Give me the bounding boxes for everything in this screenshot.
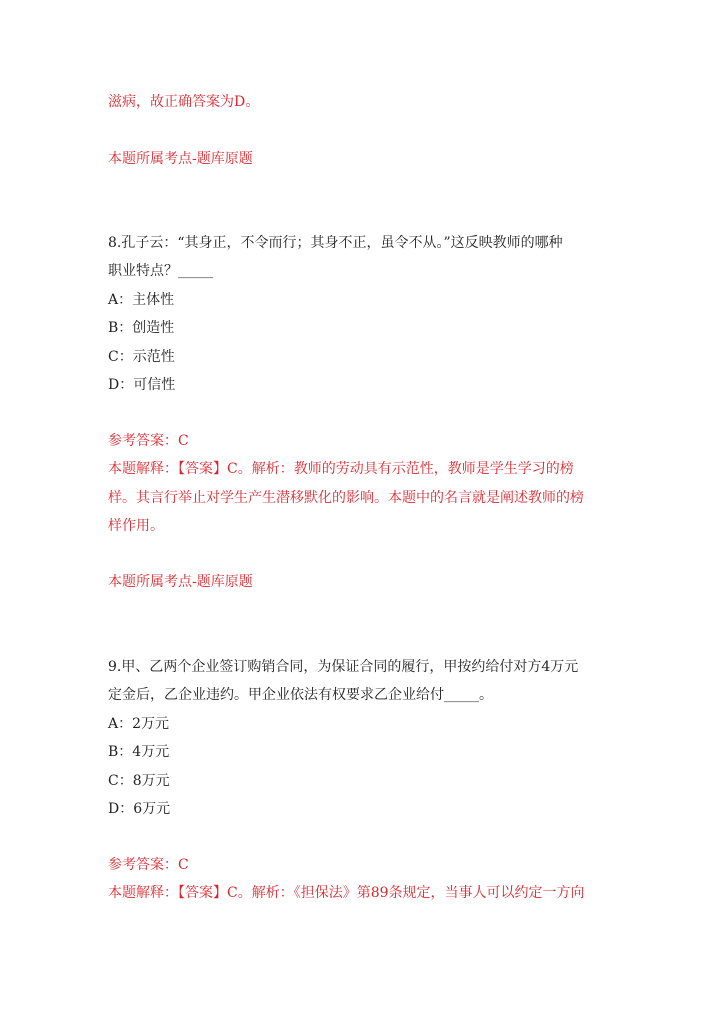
q8-answer: 参考答案：C (108, 433, 189, 449)
prev-explanation-tail: 滋病，故正确答案为D。 (108, 94, 260, 110)
q8-stem-line1: 8.孔子云：“其身正，不令而行；其身不正，虽令不从。”这反映教师的哪种 (108, 235, 563, 251)
q9-option-c: C：8万元 (108, 773, 170, 789)
q9-explanation-line1: 本题解释：【答案】C。解析：《担保法》第89条规定，当事人可以约定一方向 (108, 885, 585, 901)
q8-option-a: A：主体性 (108, 292, 175, 308)
q8-explanation-line3: 样作用。 (108, 518, 164, 534)
q8-explanation-line2: 样。其言行举止对学生产生潜移默化的影响。本题中的名言就是阐述教师的榜 (108, 490, 584, 506)
q8-option-d: D：可信性 (108, 377, 176, 393)
q9-answer: 参考答案：C (108, 857, 189, 873)
q9-option-d: D：6万元 (108, 801, 171, 817)
prev-knowledge-point: 本题所属考点-题库原题 (108, 151, 253, 167)
q9-option-a: A：2万元 (108, 716, 170, 732)
q9-stem-line2: 定金后，乙企业违约。甲企业依法有权要求乙企业给付_____。 (108, 687, 493, 703)
q8-option-b: B：创造性 (108, 320, 175, 336)
q9-option-b: B：4万元 (108, 744, 170, 760)
q8-knowledge-point: 本题所属考点-题库原题 (108, 574, 253, 590)
q8-explanation-line1: 本题解释：【答案】C。解析：教师的劳动具有示范性，教师是学生学习的榜 (108, 461, 574, 477)
q9-stem-line1: 9.甲、乙两个企业签订购销合同，为保证合同的履行，甲按约给付对方4万元 (108, 659, 579, 675)
q8-option-c: C：示范性 (108, 349, 175, 365)
q8-stem-line2: 职业特点？_____ (108, 263, 213, 279)
